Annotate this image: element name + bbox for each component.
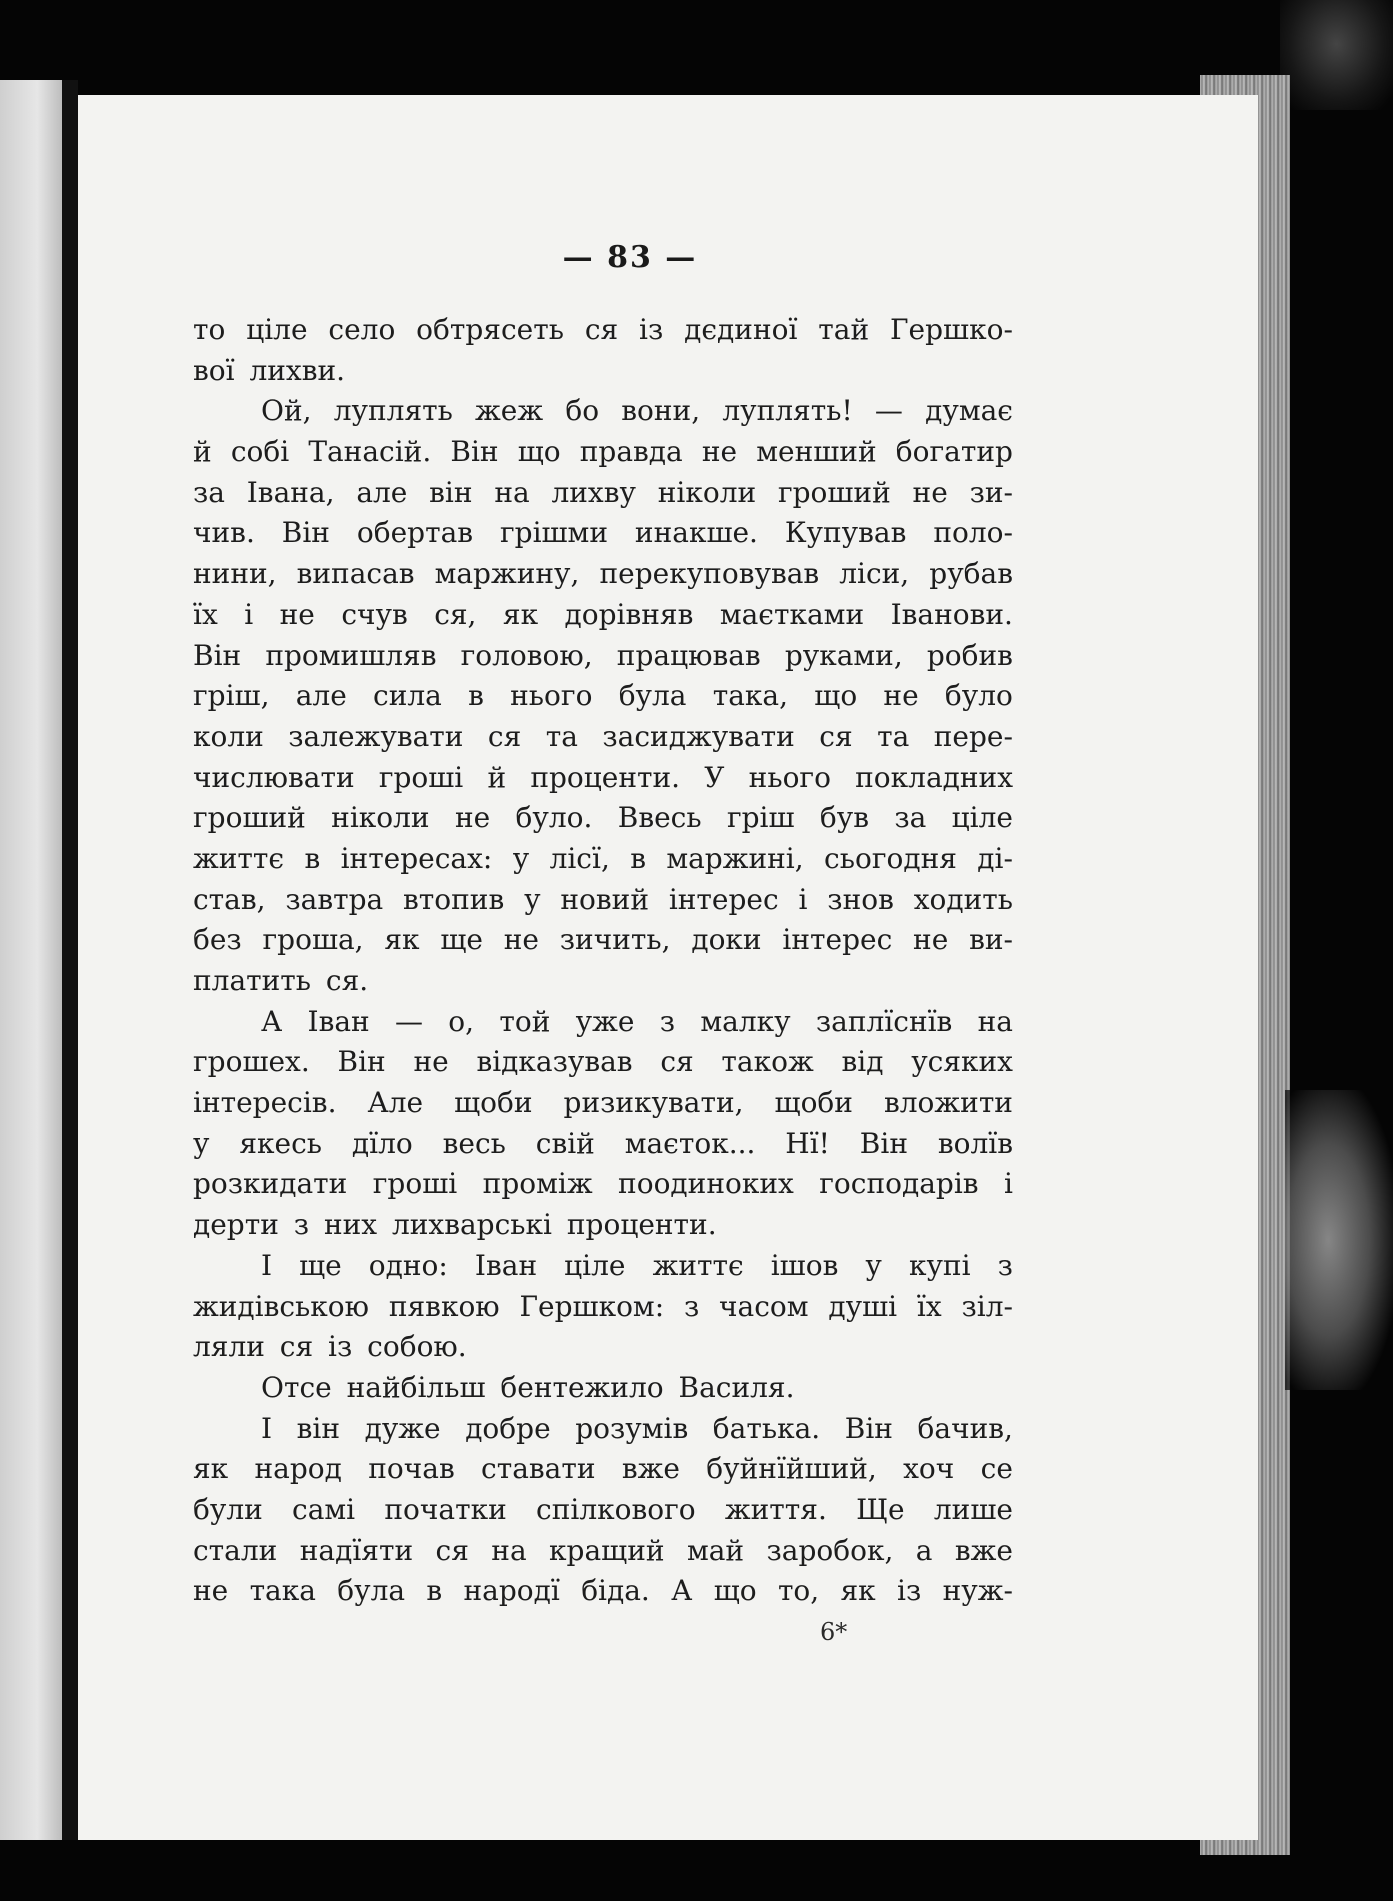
word: що [517, 435, 561, 469]
word: май [686, 1533, 745, 1567]
word: луплять! [722, 394, 853, 428]
word: Іванови. [890, 597, 1013, 631]
word: ціле [564, 1248, 626, 1282]
word: батька. [712, 1411, 821, 1445]
word: вложити [883, 1086, 1013, 1120]
word: лісї, [549, 841, 610, 875]
word: головою, [460, 638, 593, 672]
word: він [429, 475, 473, 509]
word: став, [193, 882, 266, 916]
word: А [261, 1004, 283, 1038]
word: ся [819, 719, 853, 753]
text-line [193, 636, 1013, 677]
word: ніколи [331, 801, 430, 835]
word: як [193, 1452, 229, 1486]
word: коли [193, 719, 264, 753]
word: Ввесь [617, 801, 702, 835]
word: надїяти [299, 1533, 414, 1567]
word: були [193, 1492, 263, 1526]
text-line [193, 1002, 1013, 1043]
word: їх [916, 1289, 942, 1323]
word: село [328, 313, 396, 346]
word: не [413, 1045, 449, 1079]
word: на [494, 475, 530, 509]
text-line [193, 1042, 1013, 1083]
word: ще [299, 1248, 342, 1282]
word: буйнїйший, [706, 1452, 877, 1486]
word: зи- [969, 475, 1013, 509]
word: але [295, 679, 347, 713]
word: біда. [581, 1574, 650, 1608]
word: втопив [403, 882, 505, 916]
text-line [193, 1205, 1013, 1246]
word: й [193, 435, 212, 469]
word: дєдиної [684, 313, 798, 346]
word: собі [230, 435, 290, 469]
word: не [503, 923, 539, 957]
word: чив. [193, 516, 255, 550]
text-line [193, 1327, 1013, 1368]
word: обтрясеть [416, 313, 564, 346]
word: життє [193, 841, 285, 875]
word: ніколи [657, 475, 757, 509]
word: і [798, 882, 808, 916]
word: ставати [481, 1452, 596, 1486]
word: розумів [575, 1411, 689, 1445]
word: не [454, 801, 491, 835]
word: щоби [454, 1086, 533, 1120]
word: за [193, 475, 225, 509]
word: одно: [368, 1248, 448, 1282]
text-line [193, 1246, 1013, 1287]
word: гріш, [193, 679, 270, 713]
word: у [193, 1126, 210, 1160]
word: ішов [770, 1248, 839, 1282]
word: ся [435, 1533, 469, 1567]
word: інтересах: [340, 841, 493, 875]
word: той [499, 1004, 551, 1038]
word: інтерес [782, 923, 893, 957]
word: і [244, 597, 254, 631]
word: ходить [913, 882, 1013, 916]
word: ви- [969, 923, 1013, 957]
text-line [193, 1571, 1013, 1612]
word: така [249, 1574, 316, 1608]
word: на [491, 1533, 527, 1567]
word: промишляв [265, 638, 437, 672]
word: обертав [356, 516, 474, 550]
word: не [279, 597, 315, 631]
word: Але [367, 1086, 424, 1120]
text-line [193, 1449, 1013, 1490]
word: У [704, 760, 725, 794]
text-line [193, 1490, 1013, 1531]
word: проценти. [530, 760, 681, 794]
word: се [980, 1452, 1013, 1486]
word: инакше. [634, 516, 758, 550]
word: із [897, 1574, 922, 1608]
page-number: — 83 — [562, 240, 698, 275]
word: жеж [475, 394, 544, 428]
word: не [701, 435, 738, 469]
word: із [639, 313, 664, 346]
scan-shadow-top [1280, 0, 1393, 110]
word: руками, [784, 638, 903, 672]
word: Танасій. [308, 435, 432, 469]
word: ся [487, 719, 522, 753]
word: з [683, 1289, 700, 1323]
text-line-content: вої лихви. [193, 353, 346, 387]
word: маєток... [624, 1126, 756, 1160]
word: інтерес [668, 882, 779, 916]
body-text [193, 310, 1013, 1612]
word: щоби [774, 1086, 853, 1120]
word: ціле [951, 801, 1013, 835]
word: не [913, 923, 949, 957]
word: малку [700, 1004, 791, 1038]
word: Він [281, 516, 330, 550]
word: в [426, 1574, 443, 1608]
word: свій [535, 1126, 595, 1160]
word: душі [828, 1289, 898, 1323]
text-line [193, 717, 1013, 758]
printer-signature-mark: 6* [820, 1618, 848, 1646]
word: кращий [549, 1533, 665, 1567]
word: Нї! [785, 1126, 830, 1160]
word: що [814, 679, 858, 713]
word: бачив, [917, 1411, 1013, 1445]
word: як [840, 1574, 876, 1608]
text-line [193, 758, 1013, 799]
word: весь [442, 1126, 506, 1160]
word: працював [616, 638, 761, 672]
word: була [618, 679, 687, 713]
word: і [1004, 1167, 1013, 1201]
word: Він [337, 1045, 386, 1079]
word: господарів [819, 1167, 979, 1201]
word: гріш [726, 801, 795, 835]
word: від [841, 1045, 884, 1079]
word: зичить, [559, 923, 671, 957]
word: менший [756, 435, 877, 469]
word: а [915, 1533, 933, 1567]
word: — [874, 394, 903, 428]
word: Він [859, 1126, 908, 1160]
word: Ще [856, 1492, 905, 1526]
text-line [193, 432, 1013, 473]
word: та [877, 719, 910, 753]
text-line [193, 351, 1013, 392]
word: часом [719, 1289, 809, 1323]
word: грошех. [193, 1045, 310, 1079]
word: була [337, 1574, 406, 1608]
word: така, [712, 679, 789, 713]
word: луплять [333, 394, 453, 428]
word: сьогодня [824, 841, 957, 875]
word: та [545, 719, 578, 753]
word: життя. [724, 1492, 827, 1526]
word: о, [448, 1004, 475, 1038]
word: зіл- [961, 1289, 1013, 1323]
adjacent-page-edge [0, 80, 62, 1840]
word: грішми [499, 516, 608, 550]
word: робив [926, 638, 1013, 672]
word: у [512, 841, 530, 875]
word: перекуповував [599, 557, 820, 591]
word: то [193, 313, 226, 346]
text-line [193, 1368, 1013, 1409]
word: знов [827, 882, 894, 916]
word: він [296, 1411, 341, 1445]
word: нуж- [942, 1574, 1013, 1608]
word: маєтками [719, 597, 865, 631]
word: також [721, 1045, 814, 1079]
word: спілкового [536, 1492, 696, 1526]
word: Гершком: [519, 1289, 665, 1323]
word: ді- [977, 841, 1013, 875]
word: Ой, [261, 394, 312, 428]
word: з [997, 1248, 1013, 1282]
word: Купував [784, 516, 907, 550]
word: за [894, 801, 927, 835]
word: не [193, 1574, 229, 1608]
word: хоч [903, 1452, 955, 1486]
text-line [193, 1531, 1013, 1572]
word: гроша, [262, 923, 364, 957]
word: добре [465, 1411, 551, 1445]
text-line-content: платить ся. [193, 964, 369, 997]
word: стали [193, 1533, 278, 1567]
word: інтересів. [193, 1086, 337, 1120]
word: счув [341, 597, 408, 631]
word: лихву [551, 475, 636, 509]
word: ся [584, 313, 619, 346]
word: бо [565, 394, 600, 428]
word: ся [660, 1045, 694, 1079]
word: народ [254, 1452, 342, 1486]
text-line-content: дерти з них лихварські проценти. [193, 1208, 717, 1242]
word: без [193, 923, 242, 957]
word: було [944, 679, 1013, 713]
word: Він [450, 435, 499, 469]
word: життє [652, 1248, 744, 1282]
text-line [193, 1083, 1013, 1124]
word: випасав [296, 557, 415, 591]
word: пере- [933, 719, 1013, 753]
word: числювати [193, 760, 355, 794]
word: розкидати [193, 1167, 348, 1201]
word: богатир [895, 435, 1013, 469]
word: гроший [193, 801, 306, 835]
text-line [193, 473, 1013, 514]
word: самі [292, 1492, 356, 1526]
word: якесь [239, 1126, 323, 1160]
word: покладних [855, 760, 1013, 794]
word: тай [818, 313, 870, 346]
word: Іван [307, 1004, 370, 1038]
text-line-content: ляли ся із собою. [193, 1330, 467, 1364]
word: маржині, [666, 841, 804, 875]
word: Івана, [246, 475, 335, 509]
word: що [713, 1574, 757, 1608]
word: пявкою [388, 1289, 500, 1323]
word: уже [575, 1004, 635, 1038]
word: проміж [482, 1167, 593, 1201]
word: жидівською [193, 1289, 370, 1323]
word: заробок, [766, 1533, 894, 1567]
word: І [261, 1411, 273, 1445]
word: ціле [246, 313, 308, 346]
word: ся, [434, 597, 477, 631]
word: А [671, 1574, 693, 1608]
word: але [356, 475, 408, 509]
text-line [193, 1287, 1013, 1328]
word: лише [933, 1492, 1013, 1526]
word: новий [560, 882, 649, 916]
word: було. [515, 801, 593, 835]
word: й [487, 760, 507, 794]
word: з [659, 1004, 676, 1038]
word: не [883, 679, 919, 713]
word: залежувати [288, 719, 464, 753]
word: ризикувати, [563, 1086, 744, 1120]
word: — [395, 1004, 423, 1038]
text-line [193, 676, 1013, 717]
word: волїв [937, 1126, 1013, 1160]
word: гроші [372, 1167, 458, 1201]
word: вони, [621, 394, 701, 428]
word: нього [748, 760, 831, 794]
text-line [193, 839, 1013, 880]
word: у [524, 882, 541, 916]
word: завтра [285, 882, 384, 916]
text-line [193, 1409, 1013, 1450]
word: гроший [777, 475, 891, 509]
word: засиджувати [602, 719, 795, 753]
word: сила [373, 679, 442, 713]
word: доки [691, 923, 762, 957]
word: почав [368, 1452, 455, 1486]
word: поло- [933, 516, 1013, 550]
word: маржину, [434, 557, 580, 591]
word: Гершко- [890, 313, 1013, 346]
text-line [193, 798, 1013, 839]
word: на [977, 1004, 1013, 1038]
word: в [304, 841, 321, 875]
word: Він [193, 638, 242, 672]
word: дїло [351, 1126, 413, 1160]
word: в [468, 679, 484, 713]
word: вже [621, 1452, 680, 1486]
word: І [261, 1248, 273, 1282]
text-line-content: Отсе найбільш бентежило Василя. [261, 1370, 795, 1404]
word: не [912, 475, 948, 509]
word: Іван [474, 1248, 538, 1282]
word: народї [463, 1574, 560, 1608]
text-line [193, 310, 1013, 351]
word: гроші [378, 760, 464, 794]
word: ліси, [839, 557, 910, 591]
word: дуже [364, 1411, 441, 1445]
word: у [865, 1248, 882, 1282]
word: як [502, 597, 539, 631]
word: початки [384, 1492, 507, 1526]
word: дорівняв [564, 597, 694, 631]
text-line [193, 1124, 1013, 1165]
word: ще [440, 923, 483, 957]
text-line [193, 595, 1013, 636]
text-line [193, 513, 1013, 554]
text-line [193, 880, 1013, 921]
word: поодиноких [618, 1167, 794, 1201]
word: Він [844, 1411, 893, 1445]
word: як [384, 923, 420, 957]
text-line [193, 1164, 1013, 1205]
text-line [193, 554, 1013, 595]
word: то, [777, 1574, 820, 1608]
word: був [819, 801, 869, 835]
text-line [193, 920, 1013, 961]
book-gutter [62, 80, 78, 1840]
word: заплїснїв [815, 1004, 953, 1038]
word: рубав [929, 557, 1013, 591]
word: нини, [193, 557, 277, 591]
scan-smudge [1285, 1090, 1393, 1390]
word: їх [193, 597, 218, 631]
word: купі [908, 1248, 971, 1282]
text-line [193, 961, 1013, 1002]
word: відказував [476, 1045, 633, 1079]
word: вже [954, 1533, 1013, 1567]
word: думає [925, 394, 1013, 428]
word: нього [510, 679, 593, 713]
text-line [193, 391, 1013, 432]
word: правда [579, 435, 683, 469]
word: в [630, 841, 646, 875]
word: усяких [911, 1045, 1013, 1079]
